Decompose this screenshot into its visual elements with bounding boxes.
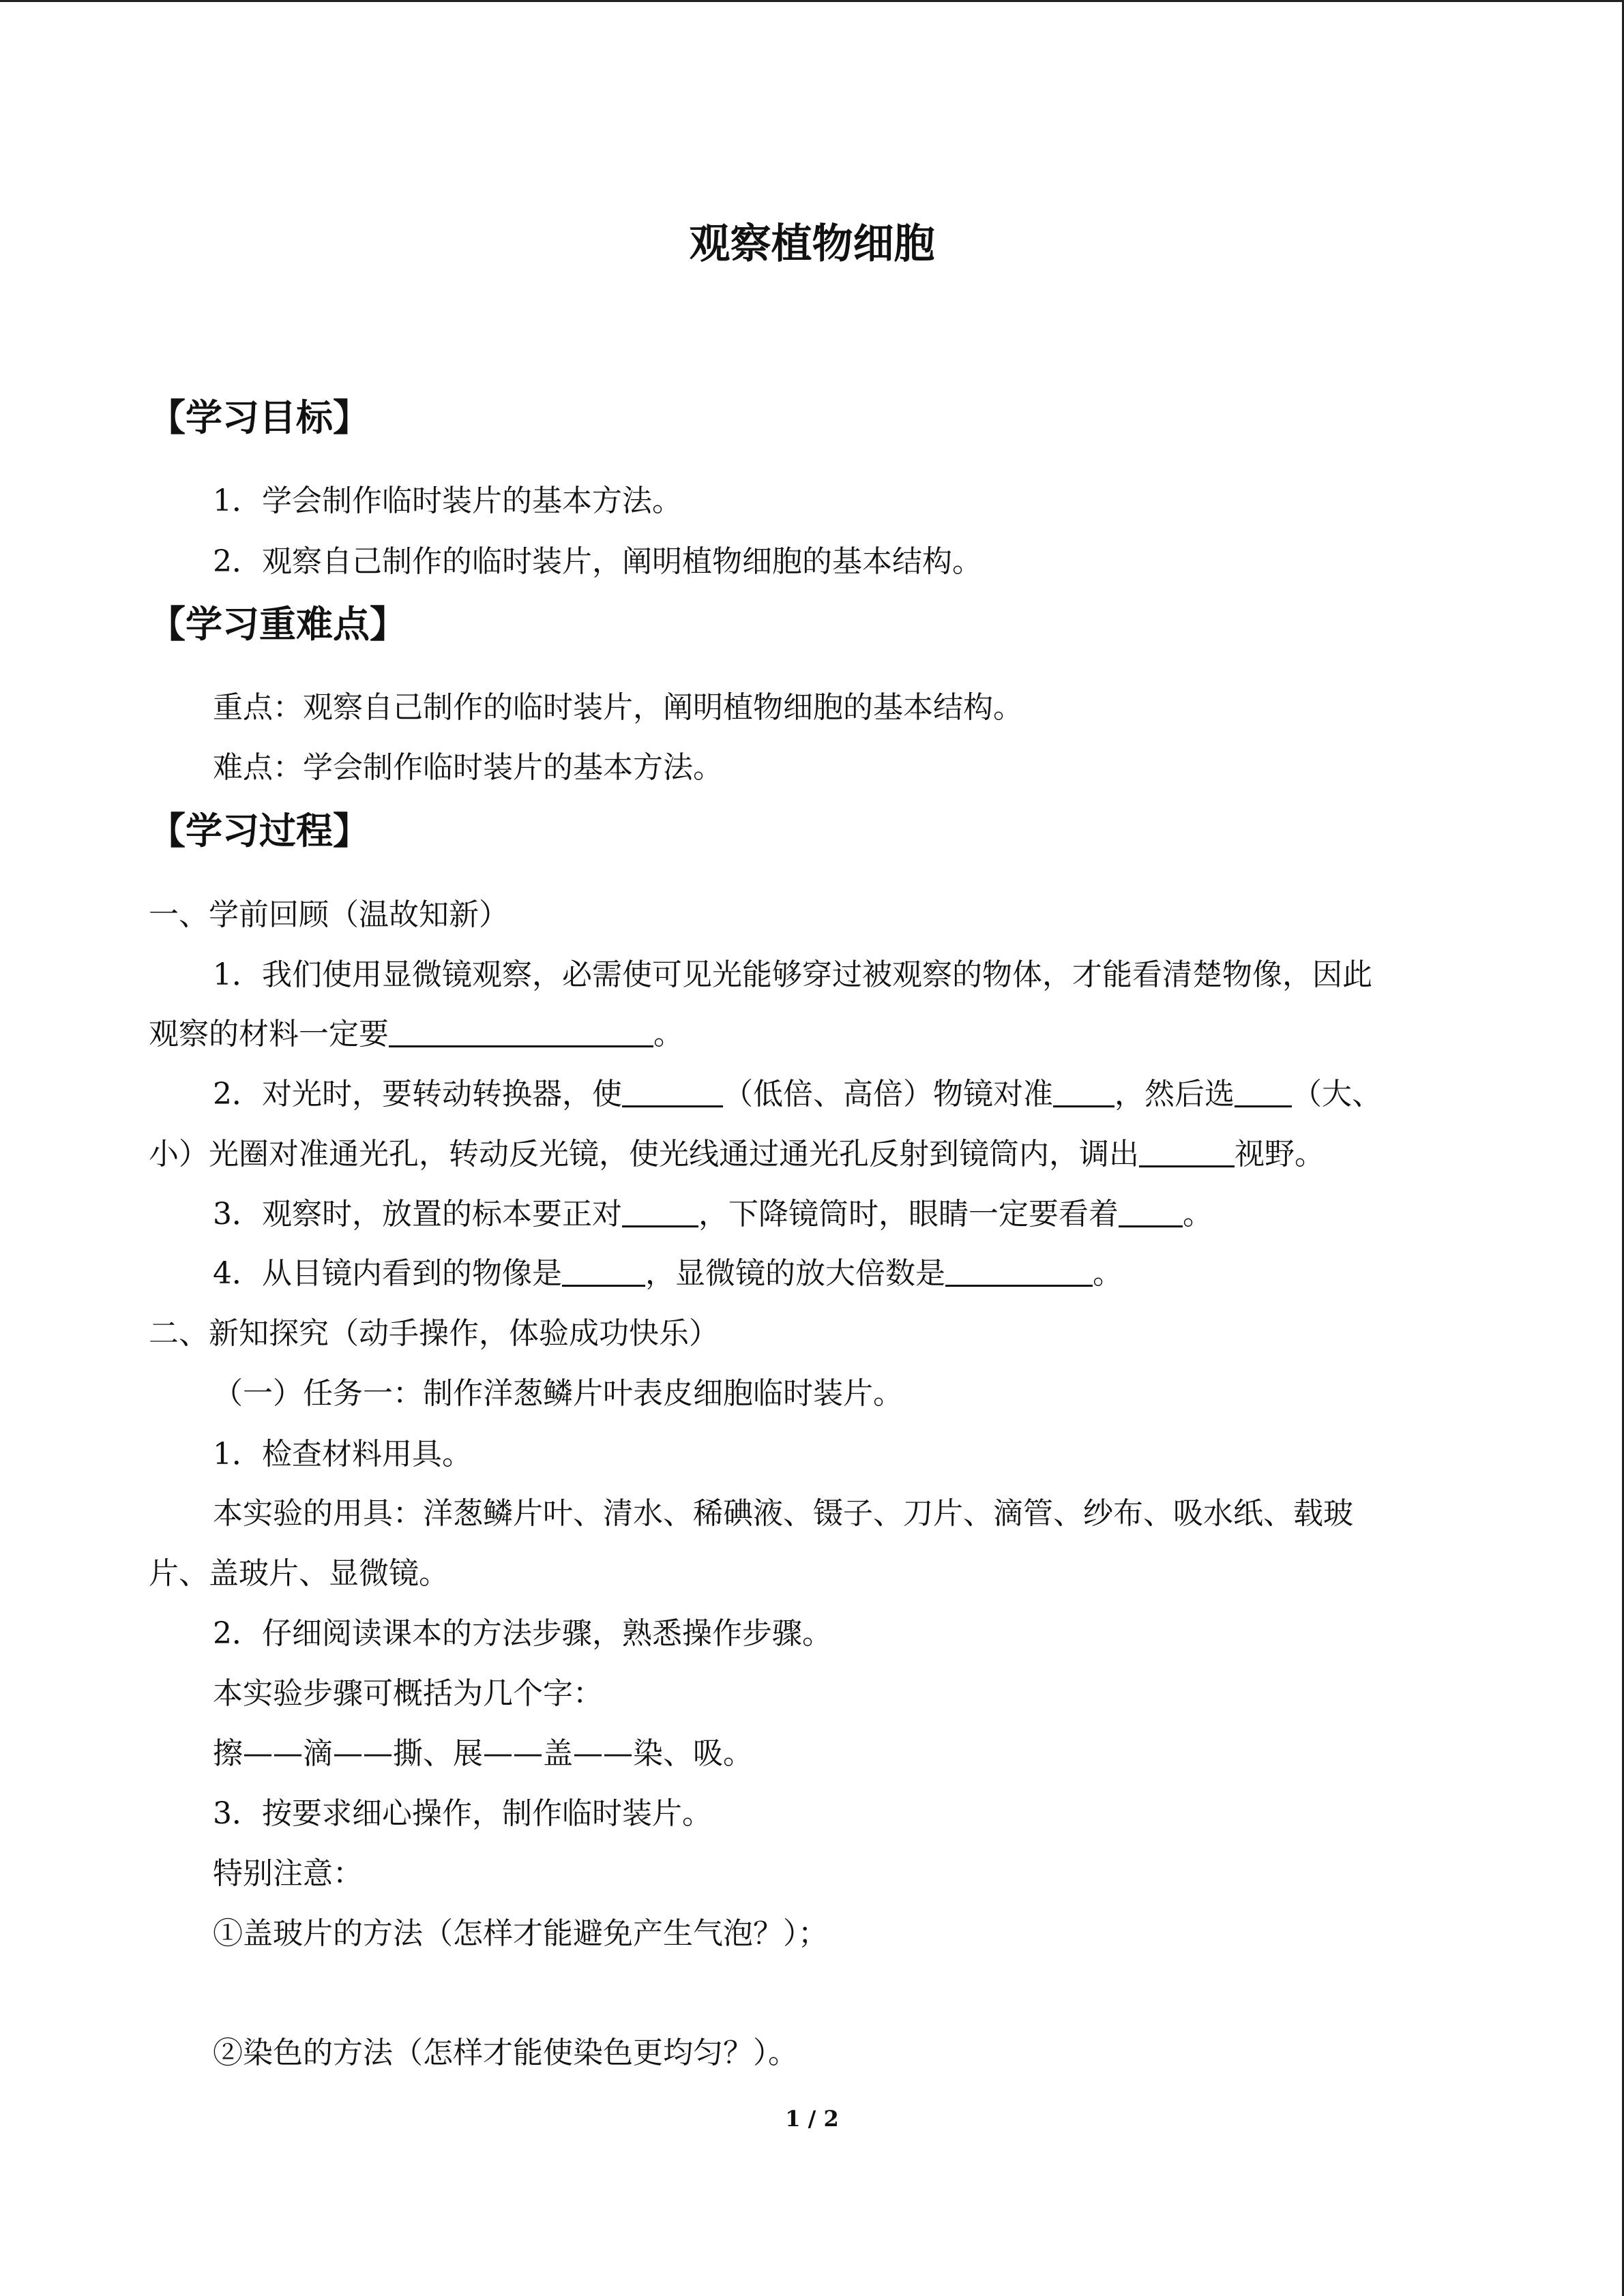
answer-blank[interactable] (622, 1195, 698, 1227)
process-heading: 【学习过程】 (149, 809, 370, 852)
note-2: ②染色的方法（怎样才能使染色更均匀？）。 (213, 2036, 798, 2070)
step-3: 3．按要求细心操作，制作临时装片。 (213, 1796, 712, 1831)
key-points-heading: 【学习重难点】 (149, 603, 407, 646)
review-q1-line2 (149, 1009, 683, 1053)
review-q2-text-5: 小）光圈对准通光孔，转动反光镜，使光线通过通光孔反射到镜筒内，调出 (149, 1137, 1139, 1172)
answer-blank[interactable] (1053, 1075, 1114, 1107)
answer-blank[interactable] (562, 1255, 645, 1287)
page-number: 1 / 2 (785, 2106, 839, 2132)
review-q2-text-3: ，然后选 (1114, 1077, 1235, 1112)
review-title: 一、学前回顾（温故知新） (149, 897, 509, 932)
goal-item-1: 1．学会制作临时装片的基本方法。 (213, 483, 682, 518)
review-q4 (213, 1249, 1123, 1292)
review-q3-text-2: ，下降镜筒时，眼睛一定要看着 (698, 1197, 1119, 1232)
tools-line-2: 片、盖玻片、显微镜。 (149, 1556, 449, 1591)
answer-blank[interactable] (945, 1255, 1093, 1287)
step-2: 2．仔细阅读课本的方法步骤，熟悉操作步骤。 (213, 1616, 832, 1651)
goal-item-2: 2．观察自己制作的临时装片，阐明植物细胞的基本结构。 (213, 544, 982, 579)
tools-line-1: 本实验的用具：洋葱鳞片叶、清水、稀碘液、镊子、刀片、滴管、纱布、吸水纸、载玻 (213, 1496, 1353, 1531)
key-point: 重点：观察自己制作的临时装片，阐明植物细胞的基本结构。 (213, 690, 1023, 725)
page-title: 观察植物细胞 (689, 220, 935, 268)
review-q4-text-2: ，显微镜的放大倍数是 (645, 1256, 945, 1291)
steps-summary: 本实验步骤可概括为几个字： (213, 1676, 603, 1711)
difficult-point: 难点：学会制作临时装片的基本方法。 (213, 750, 723, 785)
review-q2-line1 (213, 1069, 1382, 1113)
attention-label: 特别注意： (213, 1856, 363, 1891)
explore-title: 二、新知探究（动手操作，体验成功快乐） (149, 1316, 719, 1351)
review-q1-line1: 1．我们使用显微镜观察，必需使可见光能够穿过被观察的物体，才能看清楚物像，因此 (213, 957, 1372, 992)
steps-words: 擦——滴——撕、展——盖——染、吸。 (213, 1736, 753, 1771)
step-1: 1．检查材料用具。 (213, 1437, 472, 1472)
review-q3 (213, 1189, 1213, 1233)
goals-heading: 【学习目标】 (149, 396, 370, 439)
page-top-border (0, 0, 1624, 2)
review-q1-end: 。 (653, 1017, 683, 1052)
review-q2-text-4: （大、 (1292, 1077, 1382, 1112)
review-q3-text-1: 3．观察时，放置的标本要正对 (213, 1197, 622, 1232)
answer-blank[interactable] (1235, 1075, 1292, 1107)
answer-blank[interactable] (622, 1075, 723, 1107)
review-q2-text-2: （低倍、高倍）物镜对准 (723, 1077, 1053, 1112)
review-q1-text: 观察的材料一定要 (149, 1017, 389, 1052)
note-1: ①盖玻片的方法（怎样才能避免产生气泡？）； (213, 1916, 828, 1951)
review-q2-line2 (149, 1129, 1325, 1173)
review-q4-text-3: 。 (1093, 1256, 1123, 1291)
answer-blank[interactable] (1119, 1195, 1183, 1227)
review-q2-text-6: 视野。 (1235, 1137, 1325, 1172)
answer-blank[interactable] (389, 1015, 653, 1047)
review-q4-text-1: 4．从目镜内看到的物像是 (213, 1256, 562, 1291)
review-q2-text-1: 2．对光时，要转动转换器，使 (213, 1077, 622, 1112)
review-q3-text-3: 。 (1183, 1197, 1213, 1232)
answer-blank[interactable] (1139, 1135, 1235, 1167)
task-1: （一）任务一：制作洋葱鳞片叶表皮细胞临时装片。 (213, 1376, 903, 1411)
